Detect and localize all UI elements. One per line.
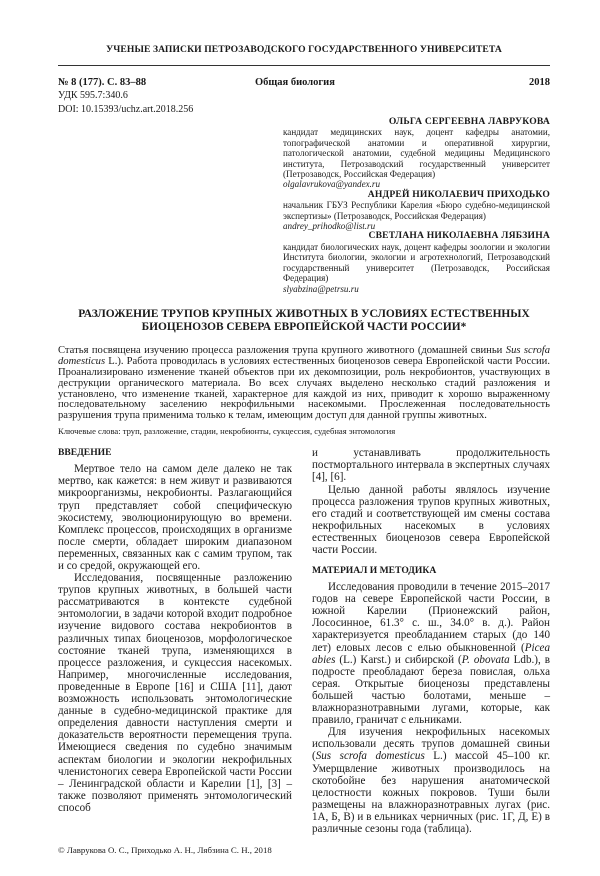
- paragraph: [312, 581, 550, 726]
- section-name: Общая биология: [255, 77, 335, 88]
- issue-info-line: [58, 76, 550, 89]
- udk: УДК 595.7:340.6: [58, 90, 128, 101]
- author-email[interactable]: olgalavrukova@yandex.ru: [283, 179, 381, 190]
- author-email[interactable]: andrey_prihodko@list.ru: [283, 221, 376, 232]
- abstract: [58, 346, 550, 422]
- text: Исследования проводили в течение 2015–2017 годов на севере Европейской части России, в южной Карелии (Прионежский район, Лососинное, 61.3° с. ш., 34.0° в. д.). Район характеризуется преобладанием старых (до 140 лет) еловых лесов с елью обыкновенной (: [312, 581, 550, 654]
- copyright: © Лаврукова О. С., Приходько А. Н., Лябзина С. Н., 2018: [58, 845, 272, 856]
- species-name: Picea abies: [312, 641, 550, 666]
- issue-year: 2018: [529, 77, 550, 88]
- journal-title: УЧЕНЫЕ ЗАПИСКИ ПЕТРОЗАВОДСКОГО ГОСУДАРСТВЕННОГО УНИВЕРСИТЕТА: [106, 44, 502, 55]
- body-columns: [58, 447, 550, 835]
- species-name: Sus scrofa domesticus: [315, 750, 425, 763]
- author-affiliation: кандидат медицинских наук, доцент кафедры анатомии, топографической анатомии и оперативной хирургии, патологической анатомии, судебной медицины Медицинского института, Петрозаводский государственный университет (Петрозаводск, Российская Федерация): [283, 127, 550, 180]
- paragraph: Целью данной работы являлось изучение процесса разложения трупов крупных животных, его стадий и соответствующей им смены состава некрофильных насекомых в условиях естественных биоценозов севера Европейской части России.: [312, 483, 550, 556]
- author-affiliation: кандидат биологических наук, доцент кафедры зоологии и экологии Института биологии, экологии и агротехнологий, Петрозаводский государственный университет (Петрозаводск, Российская Федерация): [283, 241, 550, 284]
- authors-block: [283, 117, 550, 294]
- text: Ldb.), в подросте преобладают береза повислая, ольха серая. Открытые биоценозы представлены большей частью болотами, меньше – влажноразнотравными лугами, которые, как правило, граничат с ельниками.: [312, 653, 550, 727]
- paragraph: [312, 726, 550, 835]
- author-name: СВЕТЛАНА НИКОЛАЕВНА ЛЯБЗИНА: [368, 230, 550, 242]
- issue-number: № 8 (177). С. 83–88: [58, 77, 147, 88]
- doi: DOI: 10.15393/uchz.art.2018.256: [58, 104, 194, 115]
- paragraph: Исследования, посвященные разложению трупов крупных животных, в большей части рассматриваются в контексте судебной энтомологии, в задачи которой входит подробное изучение видового состава некробионтов в различных типах биоценозов, морфологическое состояние тканей трупа, изменяющихся в процессе разложения, и сукцессия насекомых. Например, многочисленные исследования, проведенные в Европе [16] и США [11], дают возможность использовать энтомологические данные в судебно-медицинской практике для определения давности наступления смерти и доказательств вероятности перемещения трупа. Имеющиеся сведения по судебно значимым аспектам биологии и экологии некрофильных членистоногих севера Европейской части России – Ленинградской области и Карелии [1], [3] – также позволяют применять энтомологический способ: [58, 572, 292, 814]
- section-heading-intro: ВВЕДЕНИЕ: [58, 447, 112, 459]
- keywords: Ключевые слова: труп, разложение, стадии, некробионты, сукцессия, судебная энтомология: [58, 426, 396, 437]
- species-name: P. obovata: [461, 653, 510, 666]
- header-rule: [58, 65, 550, 66]
- author-name: ОЛЬГА СЕРГЕЕВНА ЛАВРУКОВА: [388, 116, 550, 127]
- abstract-text: Статья посвящена изучению процесса разложения трупа крупного животного (домашней свиньи: [58, 344, 506, 356]
- author-email[interactable]: slyabzina@petrsu.ru: [283, 283, 359, 294]
- right-column: [312, 447, 550, 835]
- author: [283, 117, 550, 190]
- left-column: [58, 447, 292, 814]
- abstract-text: L.). Работа проводилась в условиях естественных биоценозов севера Европейской части России. Проанализировано изменение тканей объектов при их декомпозиции, роль некробионтов, участвующих в деструкции органического материала. Во всех случаях выделено несколько стадий разложения и установлено, что изменение тканей, характерное для каждой из них, приводит к хорошо выраженному последовательному заселению некрофильными насекомыми. Прослеженная последовательность разрушения трупа применима только к телам, имеющим доступ для данной группы животных.: [58, 355, 550, 422]
- text: L.) массой 45–100 кг. Умерщвление животных производилось на скотобойне без нарушения анатомической целостности кожных покровов. Туши были размещены на влажноразнотравных лугах (рис. 1А, Б, В) и в ельниках черничных (рис. 1Г, Д, Е) в различные сезоны года (таблица).: [312, 750, 550, 835]
- text: (L.) Karst.) и сибирской (: [335, 653, 462, 666]
- section-heading-methods: МАТЕРИАЛ И МЕТОДИКА: [312, 565, 437, 577]
- author-name: АНДРЕЙ НИКОЛАЕВИЧ ПРИХОДЬКО: [367, 188, 550, 200]
- text: Для изучения некрофильных насекомых использовали десять трупов домашней свиньи (: [312, 726, 550, 763]
- author-affiliation: начальник ГБУЗ Республики Карелия «Бюро судебно-медицинской экспертизы» (Петрозаводск, Российская Федерация): [283, 200, 550, 221]
- author: [283, 190, 550, 232]
- paragraph: и устанавливать продолжительность постмортального интервала в экспертных случаях [4], [6].: [312, 447, 550, 484]
- species-name: Sus scrofa domesticus: [58, 344, 550, 367]
- author: [283, 231, 550, 293]
- article-title: РАЗЛОЖЕНИЕ ТРУПОВ КРУПНЫХ ЖИВОТНЫХ В УСЛОВИЯХ ЕСТЕСТВЕННЫХ БИОЦЕНОЗОВ СЕВЕРА ЕВРОПЕЙСКОЙ ЧАСТИ РОССИИ*: [78, 307, 530, 333]
- paragraph: Мертвое тело на самом деле далеко не так мертво, как кажется: в нем живут и развиваются микроорганизмы, некробионты. Разлагающийся труп представляет собой специфическую экосистему, эволюционирующую во времени. Комплекс процессов, происходящих в организме после смерти, обладает широким диапазоном переменных, связанных как с самим трупом, так и со средой, окружающей его.: [58, 463, 292, 572]
